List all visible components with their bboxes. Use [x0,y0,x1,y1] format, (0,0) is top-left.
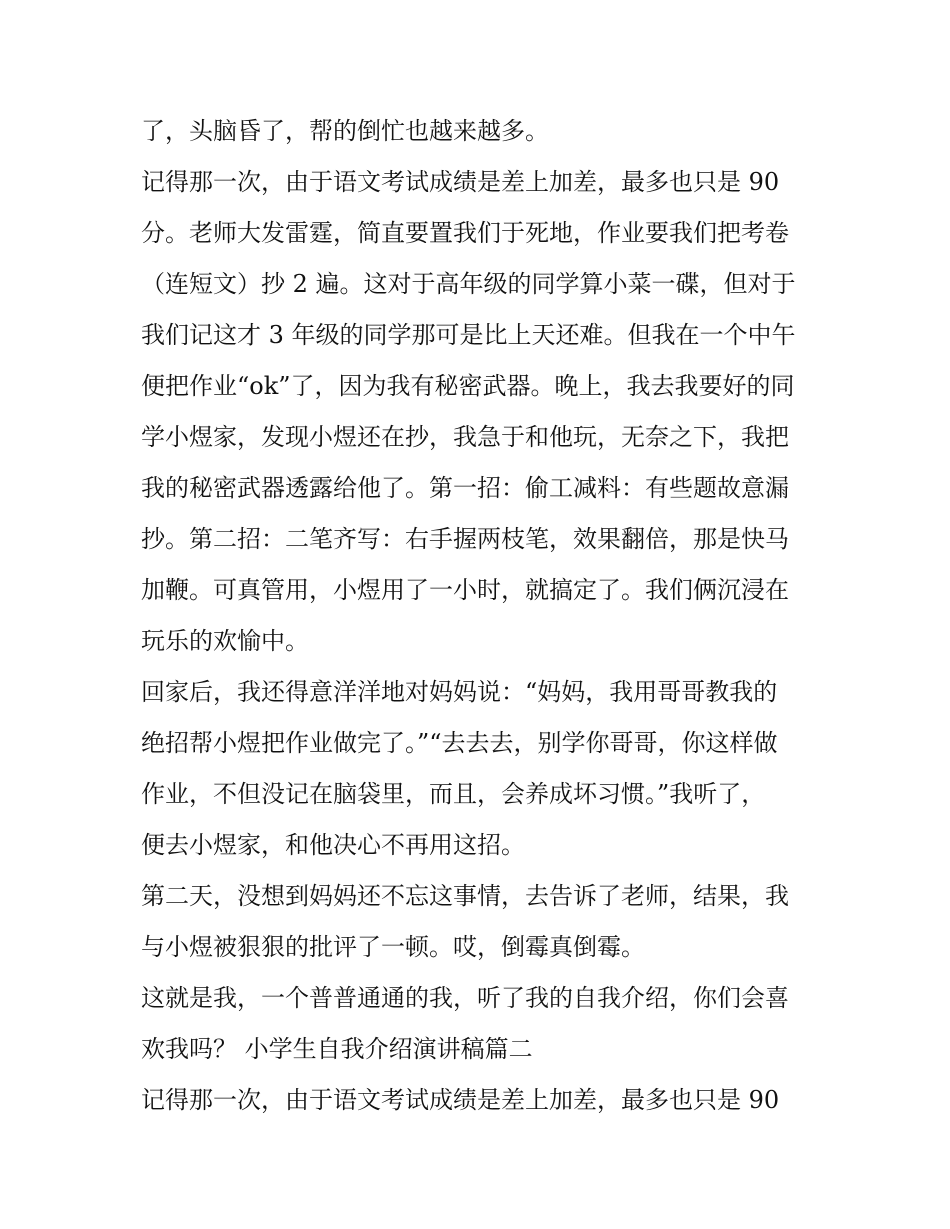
text-line: 便把作业“ok”了，因为我有秘密武器。晚上，我去我要好的同 [141,372,795,400]
text-line: 学小煜家，发现小煜还在抄，我急于和他玩，无奈之下，我把 [141,423,789,451]
text-line: 绝招帮小煜把作业做完了。”“去去去，别学你哥哥，你这样做 [141,729,778,757]
text-line: 了，头脑昏了，帮的倒忙也越来越多。 [141,117,549,145]
text-line: 与小煜被狠狠的批评了一顿。哎，倒霉真倒霉。 [141,933,645,961]
text-line: 欢我吗？ 小学生自我介绍演讲稿篇二 [141,1035,533,1063]
text-line: 我的秘密武器透露给他了。第一招：偷工减料：有些题故意漏 [141,474,789,502]
text-line: 这就是我，一个普普通通的我，听了我的自我介绍，你们会喜 [141,984,789,1012]
text-line: 加鞭。可真管用，小煜用了一小时，就搞定了。我们俩沉浸在 [141,576,789,604]
text-line: 玩乐的欢愉中。 [141,627,309,655]
text-line: 第二天，没想到妈妈还不忘这事情，去告诉了老师，结果，我 [141,882,789,910]
text-line: 便去小煜家，和他决心不再用这招。 [141,831,525,859]
text-line: 记得那一次，由于语文考试成绩是差上加差，最多也只是 90 [141,168,780,196]
document-body [141,106,821,1126]
text-line: （连短文）抄 2 遍。这对于高年级的同学算小菜一碟，但对于 [141,270,796,298]
text-line: 作业，不但没记在脑袋里，而且，会养成坏习惯。”我听了， [141,780,766,808]
text-line: 记得那一次，由于语文考试成绩是差上加差，最多也只是 90 [141,1086,780,1114]
text-line: 分。老师大发雷霆，简直要置我们于死地，作业要我们把考卷 [141,219,789,247]
text-line: 回家后，我还得意洋洋地对妈妈说：“妈妈，我用哥哥教我的 [141,678,778,706]
text-line: 抄。第二招：二笔齐写：右手握两枝笔，效果翻倍，那是快马 [141,525,789,553]
text-line: 我们记这才 3 年级的同学那可是比上天还难。但我在一个中午 [141,321,796,349]
